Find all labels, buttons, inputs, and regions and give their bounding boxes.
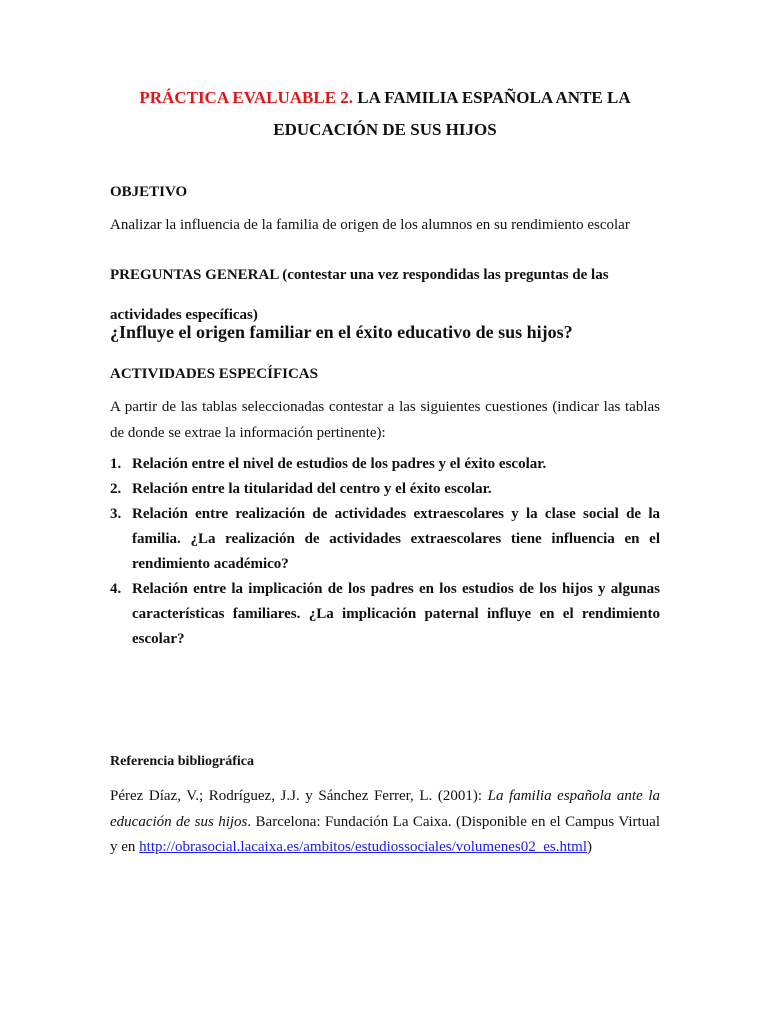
actividades-list: [110, 452, 660, 652]
actividades-intro: A partir de las tablas seleccionadas contestar a las siguientes cuestiones (indicar las tablas de donde se extrae la información pertinente):: [110, 399, 660, 441]
list-item: [110, 477, 660, 502]
ref-link[interactable]: http://obrasocial.lacaixa.es/ambitos/estudiossociales/volumenes02_es.html: [139, 839, 587, 855]
title-line1-rest: LA FAMILIA ESPAÑOLA ANTE LA: [353, 88, 631, 107]
list-item: [110, 452, 660, 477]
preguntas-heading-line1: PREGUNTAS GENERAL (contestar una vez respondidas las preguntas de las: [110, 267, 609, 283]
actividades-heading: ACTIVIDADES ESPECÍFICAS: [110, 366, 318, 382]
preguntas-heading-line2: actividades específicas): [110, 307, 258, 323]
list-item: [110, 577, 660, 652]
list-item-text: Relación entre la implicación de los padres en los estudios de los hijos y algunas características familiares. ¿La implicación paternal influye en el rendimiento escolar?: [132, 581, 660, 647]
objetivo-heading: OBJETIVO: [110, 184, 188, 200]
ref-publisher: . Barcelona: Fundación La Caixa. (Disponible en el Campus Virtual y en: [110, 813, 660, 855]
list-item: [110, 502, 660, 577]
ref-book-title: La familia española ante la educación de sus hijos: [110, 788, 661, 830]
list-item-text: Relación entre el nivel de estudios de los padres y el éxito escolar.: [132, 456, 547, 472]
referencia-heading: Referencia bibliográfica: [110, 754, 254, 769]
list-item-text: Relación entre realización de actividades extraescolares y la clase social de la familia. ¿La realización de actividades extraescolares tiene influencia en el rendimiento académico?: [132, 506, 660, 572]
general-question: ¿Influye el origen familiar en el éxito educativo de sus hijos?: [110, 322, 573, 342]
list-item-text: Relación entre la titularidad del centro y el éxito escolar.: [132, 481, 492, 497]
list-item-number: 4.: [110, 581, 122, 597]
referencia-text: [110, 784, 660, 861]
title-line2: EDUCACIÓN DE SUS HIJOS: [273, 120, 497, 139]
list-item-number: 3.: [110, 506, 122, 522]
ref-authors: Pérez Díaz, V.; Rodríguez, J.J. y Sánchez Ferrer, L. (2001):: [110, 788, 488, 804]
title-red-part: PRÁCTICA EVALUABLE 2.: [139, 88, 354, 107]
list-item-number: 1.: [110, 456, 122, 472]
document-title: [110, 82, 660, 146]
ref-closing: ): [587, 839, 592, 855]
objetivo-text: Analizar la influencia de la familia de origen de los alumnos en su rendimiento escolar: [110, 217, 630, 233]
list-item-number: 2.: [110, 481, 122, 497]
